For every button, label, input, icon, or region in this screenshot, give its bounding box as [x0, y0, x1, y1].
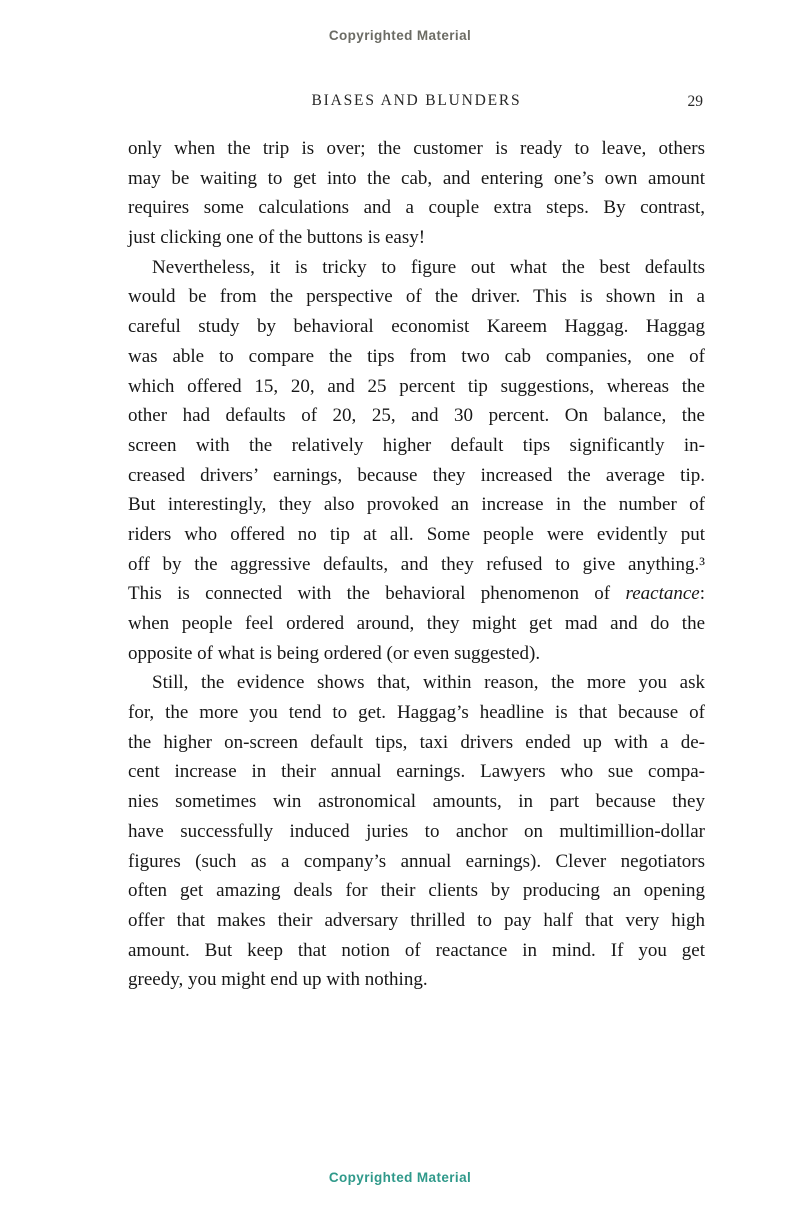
text-line: have successfully induced juries to anchor on multimillion-dollar	[128, 820, 705, 842]
text-line: cent increase in their annual earnings. Lawyers who sue compa-	[128, 761, 705, 783]
body-text	[128, 134, 705, 995]
text-line: nies sometimes win astronomical amounts, in part because they	[128, 791, 705, 813]
text-line: opposite of what is being ordered (or even suggested).	[128, 642, 541, 664]
text-line: for, the more you tend to get. Haggag’s headline is that because of	[128, 702, 705, 724]
text-line: creased drivers’ earnings, because they increased the average tip.	[128, 464, 705, 486]
page-number: 29	[687, 93, 703, 110]
copyright-notice-top: Copyrighted Material	[328, 28, 472, 43]
paragraph	[128, 253, 705, 669]
text-line: was able to compare the tips from two cab companies, one of	[128, 345, 705, 367]
text-line: other had defaults of 20, 25, and 30 percent. On balance, the	[128, 405, 705, 427]
text-line: would be from the perspective of the driver. This is shown in a	[128, 286, 705, 308]
text-line: the higher on-screen default tips, taxi drivers ended up with a de-	[128, 731, 705, 753]
text-line: riders who offered no tip at all. Some people were evidently put	[128, 523, 705, 545]
text-line: just clicking one of the buttons is easy!	[128, 227, 426, 249]
text-line: This is connected with the behavioral phenomenon of reactance:	[128, 583, 705, 605]
text-line: when people feel ordered around, they might get mad and do the	[128, 613, 705, 634]
text-line: may be waiting to get into the cab, and entering one’s own amount	[128, 167, 705, 189]
chapter-title: BIASES AND BLUNDERS	[311, 92, 522, 109]
copyright-notice-bottom: Copyrighted Material	[328, 1170, 472, 1185]
running-header	[128, 92, 705, 112]
text-line: off by the aggressive defaults, and they refused to give anything.³	[128, 553, 705, 575]
paragraph	[128, 134, 705, 253]
text-line: greedy, you might end up with nothing.	[128, 969, 428, 991]
text-line: requires some calculations and a couple extra steps. By contrast,	[128, 197, 705, 219]
text-line: screen with the relatively higher default tips significantly in-	[128, 434, 705, 456]
text-line: amount. But keep that notion of reactance in mind. If you get	[128, 939, 705, 961]
text-line: But interestingly, they also provoked an increase in the number of	[128, 494, 705, 516]
text-line: which offered 15, 20, and 25 percent tip suggestions, whereas the	[128, 375, 705, 397]
text-line: Nevertheless, it is tricky to figure out what the best defaults	[152, 256, 705, 278]
text-line: offer that makes their adversary thrilled to pay half that very high	[128, 909, 705, 931]
text-line: careful study by behavioral economist Kareem Haggag. Haggag	[128, 316, 705, 338]
paragraph	[128, 668, 705, 995]
text-line: only when the trip is over; the customer is ready to leave, others	[128, 138, 705, 159]
text-line: Still, the evidence shows that, within reason, the more you ask	[152, 672, 705, 694]
text-line: figures (such as a company’s annual earnings). Clever negotiators	[128, 850, 705, 872]
text-line: often get amazing deals for their clients by producing an opening	[128, 880, 705, 902]
